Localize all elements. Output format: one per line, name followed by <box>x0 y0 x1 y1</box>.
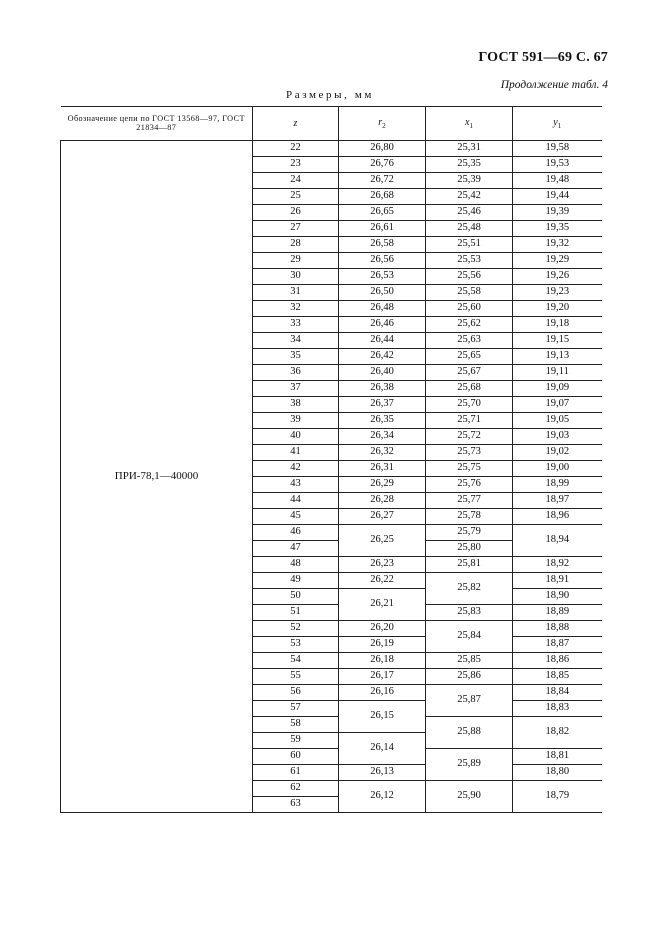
cell-r2: 26,32 <box>339 445 426 461</box>
cell-z: 52 <box>253 621 339 637</box>
cell-z: 60 <box>253 749 339 765</box>
column-header-z-label: z <box>293 117 298 129</box>
cell-x1: 25,78 <box>426 509 513 525</box>
cell-z: 41 <box>253 445 339 461</box>
cell-z: 46 <box>253 525 339 541</box>
cell-x1: 25,86 <box>426 669 513 685</box>
cell-z: 58 <box>253 717 339 733</box>
cell-y1: 19,09 <box>513 381 602 397</box>
cell-y1: 19,03 <box>513 429 602 445</box>
table-row <box>61 141 602 157</box>
cell-x1: 25,72 <box>426 429 513 445</box>
cell-z: 63 <box>253 797 339 813</box>
cell-z: 32 <box>253 301 339 317</box>
cell-y1: 18,80 <box>513 765 602 781</box>
cell-x1: 25,63 <box>426 333 513 349</box>
cell-x1: 25,51 <box>426 237 513 253</box>
cell-r2: 26,21 <box>339 589 426 621</box>
cell-r2: 26,15 <box>339 701 426 733</box>
cell-z: 33 <box>253 317 339 333</box>
column-header-y1-label: y <box>553 116 558 128</box>
column-header-r2-subscript: 2 <box>382 121 386 130</box>
column-header-y1 <box>513 107 602 141</box>
cell-z: 30 <box>253 269 339 285</box>
cell-y1: 19,05 <box>513 413 602 429</box>
cell-z: 59 <box>253 733 339 749</box>
cell-z: 26 <box>253 205 339 221</box>
cell-x1: 25,73 <box>426 445 513 461</box>
cell-y1: 19,53 <box>513 157 602 173</box>
cell-r2: 26,68 <box>339 189 426 205</box>
cell-y1: 19,13 <box>513 349 602 365</box>
cell-r2: 26,27 <box>339 509 426 525</box>
cell-r2: 26,38 <box>339 381 426 397</box>
cell-y1: 19,58 <box>513 141 602 157</box>
cell-y1: 18,92 <box>513 557 602 573</box>
cell-z: 27 <box>253 221 339 237</box>
cell-x1: 25,88 <box>426 717 513 749</box>
cell-r2: 26,72 <box>339 173 426 189</box>
cell-r2: 26,65 <box>339 205 426 221</box>
cell-x1: 25,71 <box>426 413 513 429</box>
cell-y1: 18,88 <box>513 621 602 637</box>
cell-x1: 25,67 <box>426 365 513 381</box>
cell-r2: 26,28 <box>339 493 426 509</box>
cell-y1: 19,00 <box>513 461 602 477</box>
cell-x1: 25,60 <box>426 301 513 317</box>
cell-z: 61 <box>253 765 339 781</box>
cell-z: 53 <box>253 637 339 653</box>
cell-y1: 19,39 <box>513 205 602 221</box>
column-header-r2 <box>339 107 426 141</box>
units-caption: Размеры, мм <box>286 89 374 101</box>
cell-r2: 26,80 <box>339 141 426 157</box>
cell-x1: 25,75 <box>426 461 513 477</box>
cell-r2: 26,56 <box>339 253 426 269</box>
cell-r2: 26,25 <box>339 525 426 557</box>
column-header-x1 <box>426 107 513 141</box>
cell-y1: 18,89 <box>513 605 602 621</box>
cell-z: 45 <box>253 509 339 525</box>
cell-y1: 19,02 <box>513 445 602 461</box>
cell-r2: 26,13 <box>339 765 426 781</box>
cell-r2: 26,12 <box>339 781 426 813</box>
cell-z: 42 <box>253 461 339 477</box>
cell-z: 44 <box>253 493 339 509</box>
cell-x1: 25,65 <box>426 349 513 365</box>
cell-y1: 19,15 <box>513 333 602 349</box>
cell-r2: 26,23 <box>339 557 426 573</box>
cell-r2: 26,29 <box>339 477 426 493</box>
cell-r2: 26,40 <box>339 365 426 381</box>
cell-z: 54 <box>253 653 339 669</box>
cell-r2: 26,48 <box>339 301 426 317</box>
cell-y1: 18,91 <box>513 573 602 589</box>
cell-z: 39 <box>253 413 339 429</box>
column-header-x1-subscript: 1 <box>469 121 473 130</box>
cell-x1: 25,35 <box>426 157 513 173</box>
cell-x1: 25,56 <box>426 269 513 285</box>
cell-y1: 19,35 <box>513 221 602 237</box>
column-header-x1-label: x <box>465 116 470 128</box>
column-header-y1-subscript: 1 <box>557 121 562 130</box>
cell-x1: 25,62 <box>426 317 513 333</box>
cell-r2: 26,35 <box>339 413 426 429</box>
cell-z: 22 <box>253 141 339 157</box>
cell-z: 37 <box>253 381 339 397</box>
cell-z: 29 <box>253 253 339 269</box>
cell-x1: 25,83 <box>426 605 513 621</box>
cell-y1: 19,11 <box>513 365 602 381</box>
page-title: ГОСТ 591—69 С. 67 <box>478 50 608 65</box>
cell-r2: 26,46 <box>339 317 426 333</box>
cell-r2: 26,19 <box>339 637 426 653</box>
cell-z: 31 <box>253 285 339 301</box>
cell-z: 25 <box>253 189 339 205</box>
cell-r2: 26,18 <box>339 653 426 669</box>
cell-x1: 25,84 <box>426 621 513 653</box>
cell-y1: 18,82 <box>513 717 602 749</box>
cell-x1: 25,77 <box>426 493 513 509</box>
cell-x1: 25,80 <box>426 541 513 557</box>
cell-r2: 26,22 <box>339 573 426 589</box>
column-header-z <box>253 107 339 141</box>
cell-x1: 25,48 <box>426 221 513 237</box>
cell-y1: 18,79 <box>513 781 602 813</box>
cell-r2: 26,17 <box>339 669 426 685</box>
cell-x1: 25,81 <box>426 557 513 573</box>
cell-y1: 18,90 <box>513 589 602 605</box>
cell-r2: 26,76 <box>339 157 426 173</box>
cell-x1: 25,85 <box>426 653 513 669</box>
cell-z: 48 <box>253 557 339 573</box>
cell-z: 55 <box>253 669 339 685</box>
cell-y1: 19,23 <box>513 285 602 301</box>
cell-z: 40 <box>253 429 339 445</box>
cell-y1: 18,94 <box>513 525 602 557</box>
cell-y1: 18,87 <box>513 637 602 653</box>
cell-y1: 18,86 <box>513 653 602 669</box>
cell-x1: 25,76 <box>426 477 513 493</box>
cell-r2: 26,31 <box>339 461 426 477</box>
cell-y1: 18,83 <box>513 701 602 717</box>
cell-r2: 26,34 <box>339 429 426 445</box>
cell-x1: 25,39 <box>426 173 513 189</box>
cell-r2: 26,53 <box>339 269 426 285</box>
cell-r2: 26,37 <box>339 397 426 413</box>
cell-z: 62 <box>253 781 339 797</box>
cell-z: 36 <box>253 365 339 381</box>
cell-x1: 25,87 <box>426 685 513 717</box>
cell-y1: 19,18 <box>513 317 602 333</box>
table-body <box>61 141 602 813</box>
cell-z: 43 <box>253 477 339 493</box>
dimensions-table <box>60 106 602 813</box>
cell-y1: 18,81 <box>513 749 602 765</box>
cell-r2: 26,44 <box>339 333 426 349</box>
cell-r2: 26,42 <box>339 349 426 365</box>
cell-y1: 18,84 <box>513 685 602 701</box>
column-header-designation: Обозначение цепи по ГОСТ 13568—97, ГОСТ 21834—87 <box>61 107 253 141</box>
cell-z: 38 <box>253 397 339 413</box>
cell-z: 56 <box>253 685 339 701</box>
cell-y1: 19,29 <box>513 253 602 269</box>
cell-z: 23 <box>253 157 339 173</box>
cell-x1: 25,90 <box>426 781 513 813</box>
cell-x1: 25,89 <box>426 749 513 781</box>
table-header-row <box>61 107 602 141</box>
cell-z: 57 <box>253 701 339 717</box>
cell-x1: 25,46 <box>426 205 513 221</box>
cell-y1: 18,85 <box>513 669 602 685</box>
cell-z: 24 <box>253 173 339 189</box>
cell-y1: 19,07 <box>513 397 602 413</box>
cell-r2: 26,16 <box>339 685 426 701</box>
column-header-r2-label: r <box>378 116 383 128</box>
cell-x1: 25,42 <box>426 189 513 205</box>
cell-y1: 19,20 <box>513 301 602 317</box>
cell-r2: 26,14 <box>339 733 426 765</box>
cell-y1: 19,26 <box>513 269 602 285</box>
cell-r2: 26,61 <box>339 221 426 237</box>
cell-y1: 18,99 <box>513 477 602 493</box>
cell-r2: 26,58 <box>339 237 426 253</box>
cell-z: 50 <box>253 589 339 605</box>
cell-y1: 18,96 <box>513 509 602 525</box>
cell-y1: 19,32 <box>513 237 602 253</box>
cell-x1: 25,70 <box>426 397 513 413</box>
cell-z: 47 <box>253 541 339 557</box>
cell-r2: 26,50 <box>339 285 426 301</box>
cell-r2: 26,20 <box>339 621 426 637</box>
cell-z: 51 <box>253 605 339 621</box>
cell-x1: 25,82 <box>426 573 513 605</box>
table-continuation-note: Продолжение табл. 4 <box>500 79 608 91</box>
cell-z: 34 <box>253 333 339 349</box>
cell-x1: 25,79 <box>426 525 513 541</box>
cell-y1: 19,48 <box>513 173 602 189</box>
cell-y1: 18,97 <box>513 493 602 509</box>
cell-y1: 19,44 <box>513 189 602 205</box>
cell-x1: 25,31 <box>426 141 513 157</box>
chain-designation: ПРИ-78,1—40000 <box>61 141 253 813</box>
cell-x1: 25,58 <box>426 285 513 301</box>
cell-z: 28 <box>253 237 339 253</box>
cell-x1: 25,68 <box>426 381 513 397</box>
cell-z: 49 <box>253 573 339 589</box>
cell-x1: 25,53 <box>426 253 513 269</box>
cell-z: 35 <box>253 349 339 365</box>
